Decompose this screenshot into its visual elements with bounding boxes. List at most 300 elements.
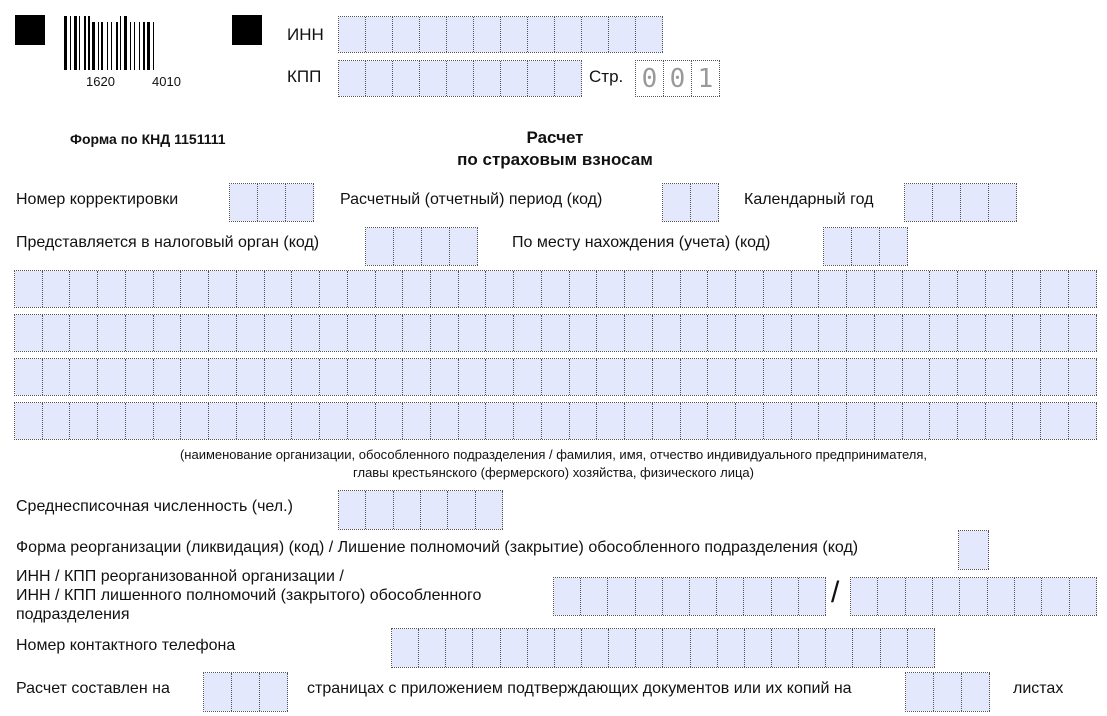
input-cell[interactable] [98,271,126,307]
input-cell[interactable] [181,271,209,307]
input-cell[interactable] [875,271,903,307]
input-cell[interactable] [764,315,792,351]
input-cell[interactable] [792,315,820,351]
input-cell[interactable] [209,403,237,439]
input-cell[interactable] [847,271,875,307]
input-cell[interactable] [181,403,209,439]
input-cell[interactable] [691,629,718,667]
input-cell[interactable] [265,315,293,351]
input-cell[interactable] [691,184,719,221]
input-cell[interactable] [154,403,182,439]
input-cell[interactable] [1013,271,1041,307]
input-cell[interactable] [320,271,348,307]
input-cell[interactable] [852,228,880,265]
input-cell[interactable] [1013,403,1041,439]
input-cell[interactable] [903,403,931,439]
input-cell[interactable] [393,61,420,96]
input-cell[interactable] [421,491,448,529]
input-cell[interactable] [528,17,555,52]
barcode-bar [130,22,131,70]
pages-field[interactable] [203,672,288,712]
input-cell[interactable] [792,359,820,395]
input-cell[interactable] [903,315,931,351]
input-cell[interactable] [663,184,691,221]
input-cell[interactable] [764,403,792,439]
input-cell[interactable] [486,359,514,395]
input-cell[interactable] [875,359,903,395]
inn-label: ИНН [287,25,324,44]
input-cell[interactable] [1013,315,1041,351]
correction-field[interactable] [229,183,314,222]
input-cell[interactable] [609,17,636,52]
input-cell[interactable] [320,403,348,439]
input-cell[interactable] [448,491,475,529]
input-cell[interactable] [366,491,393,529]
input-cell[interactable] [570,359,598,395]
input-cell[interactable] [232,673,260,711]
input-cell[interactable] [636,17,663,52]
org-name-row[interactable] [14,358,1097,396]
org-caption-line1: (наименование организации, обособленного подразделения / фамилия, имя, отчество индивидуального предпринимателя, [179,447,928,462]
input-cell[interactable] [653,315,681,351]
input-cell[interactable] [570,403,598,439]
barcode-bar [116,22,118,70]
reorg-label: Форма реорганизации (ликвидация) (код) / Лишение полномочий (закрытие) обособленного подразделения (код) [16,539,859,556]
form-title-line2: по страховым взносам [457,150,653,169]
input-cell[interactable] [847,359,875,395]
reorg-field[interactable] [958,530,989,570]
barcode [64,16,157,70]
form-knd: Форма по КНД 1151111 [70,131,226,147]
pages-mid-label: страницах с приложением подтверждающих документов или их копий на [307,680,852,697]
input-cell[interactable] [745,629,772,667]
input-cell[interactable] [1042,578,1069,615]
input-cell[interactable] [824,228,852,265]
input-cell[interactable] [237,271,265,307]
input-cell[interactable] [875,315,903,351]
input-cell[interactable] [744,578,771,615]
input-cell[interactable] [542,359,570,395]
input-cell[interactable] [681,271,709,307]
input-cell[interactable] [98,403,126,439]
input-cell[interactable] [570,271,598,307]
input-cell[interactable] [681,359,709,395]
input-cell[interactable] [905,184,933,221]
input-cell[interactable] [819,315,847,351]
input-cell[interactable] [237,359,265,395]
input-cell[interactable] [958,315,986,351]
input-cell[interactable] [320,315,348,351]
input-cell[interactable] [237,403,265,439]
input-cell[interactable] [473,629,500,667]
input-cell[interactable] [514,359,542,395]
input-cell[interactable] [459,315,487,351]
input-cell[interactable] [555,17,582,52]
input-cell[interactable] [960,578,987,615]
input-cell[interactable] [348,403,376,439]
input-cell[interactable] [875,403,903,439]
input-cell[interactable] [394,228,422,265]
input-cell[interactable] [903,271,931,307]
input-cell[interactable] [736,315,764,351]
input-cell[interactable] [930,271,958,307]
input-cell[interactable] [419,629,446,667]
input-cell[interactable] [799,629,826,667]
input-cell[interactable] [450,228,478,265]
input-cell[interactable] [501,629,528,667]
input-cell[interactable] [431,271,459,307]
input-cell[interactable] [43,315,71,351]
input-cell[interactable] [772,578,799,615]
input-cell[interactable] [717,578,744,615]
input-cell[interactable] [126,271,154,307]
input-cell[interactable] [1069,271,1097,307]
input-cell[interactable] [1069,359,1097,395]
input-cell[interactable] [625,403,653,439]
input-cell[interactable] [736,403,764,439]
input-cell[interactable] [286,184,314,221]
page-number-field[interactable] [635,60,720,97]
period-field[interactable] [662,183,719,222]
input-cell[interactable] [43,359,71,395]
input-cell[interactable] [708,271,736,307]
input-cell[interactable] [570,315,598,351]
input-cell[interactable] [708,359,736,395]
input-cell[interactable] [447,17,474,52]
input-cell[interactable] [1041,403,1069,439]
input-cell[interactable] [209,359,237,395]
input-cell[interactable] [403,359,431,395]
input-cell[interactable] [542,403,570,439]
input-cell[interactable] [653,271,681,307]
input-cell[interactable] [320,359,348,395]
input-cell[interactable] [1041,315,1069,351]
barcode-bar [101,22,103,70]
org-name-row[interactable] [14,270,1097,308]
input-cell[interactable] [392,629,419,667]
headcount-label: Среднесписочная численность (чел.) [16,498,293,515]
input-cell[interactable] [663,578,690,615]
input-cell[interactable] [474,61,501,96]
reorg-inn-field[interactable] [553,577,826,616]
input-cell[interactable] [933,184,961,221]
input-cell[interactable] [986,271,1014,307]
input-cell[interactable] [204,673,232,711]
input-cell[interactable] [126,403,154,439]
input-cell[interactable] [986,359,1014,395]
input-cell[interactable] [636,578,663,615]
input-cell[interactable] [181,315,209,351]
input-cell[interactable] [265,359,293,395]
input-cell[interactable] [209,271,237,307]
input-cell[interactable] [1069,315,1097,351]
input-cell[interactable] [663,629,690,667]
input-cell[interactable] [459,271,487,307]
input-cell[interactable] [366,228,394,265]
input-cell[interactable] [514,315,542,351]
input-cell[interactable] [736,271,764,307]
input-cell[interactable] [799,578,826,615]
input-cell[interactable] [847,315,875,351]
input-cell[interactable] [476,491,503,529]
input-cell[interactable] [582,629,609,667]
input-cell[interactable] [339,491,366,529]
input-cell[interactable] [908,629,935,667]
input-cell[interactable] [792,403,820,439]
input-cell[interactable] [772,629,799,667]
input-cell[interactable] [881,629,908,667]
input-cell[interactable] [988,578,1015,615]
input-cell[interactable] [393,17,420,52]
input-cell[interactable] [339,61,366,96]
reorg-kpp-field[interactable] [850,577,1097,616]
sheets-field[interactable] [905,672,990,712]
input-cell[interactable] [878,578,905,615]
input-cell[interactable] [1015,578,1042,615]
input-cell[interactable] [420,17,447,52]
barcode-bar [139,22,140,70]
barcode-bar [98,22,99,70]
input-cell[interactable] [906,673,934,711]
input-cell[interactable] [486,315,514,351]
input-cell[interactable] [15,359,43,395]
input-cell[interactable] [394,491,421,529]
input-cell[interactable] [376,315,404,351]
phone-field[interactable] [391,628,935,668]
input-cell[interactable] [348,315,376,351]
sheets-label: листах [1013,680,1064,697]
phone-label: Номер контактного телефона [16,637,236,654]
barcode-bar [107,22,108,70]
input-cell[interactable] [230,184,258,221]
input-cell[interactable] [819,271,847,307]
input-cell[interactable] [681,403,709,439]
input-cell[interactable] [70,403,98,439]
input-cell[interactable] [420,61,447,96]
corner-marker-right [232,15,262,45]
input-cell[interactable] [431,403,459,439]
kpp-label: КПП [287,67,322,86]
input-cell[interactable] [126,315,154,351]
input-cell[interactable] [181,359,209,395]
input-cell[interactable] [653,403,681,439]
input-cell[interactable] [376,359,404,395]
input-cell[interactable] [1013,359,1041,395]
input-cell[interactable] [501,61,528,96]
input-cell[interactable] [486,403,514,439]
input-cell[interactable] [260,673,288,711]
input-cell[interactable] [431,359,459,395]
input-cell[interactable] [528,629,555,667]
input-cell[interactable] [542,315,570,351]
input-cell[interactable] [474,17,501,52]
input-cell[interactable] [237,315,265,351]
input-cell[interactable] [555,61,582,96]
input-cell[interactable] [292,403,320,439]
barcode-bar [111,22,112,70]
input-cell[interactable] [514,403,542,439]
input-cell[interactable] [43,271,71,307]
form-title-line1: Расчет [526,128,584,147]
input-cell[interactable] [597,359,625,395]
input-cell[interactable] [958,403,986,439]
barcode-bar [143,22,145,70]
input-cell[interactable] [681,315,709,351]
input-cell[interactable] [459,403,487,439]
input-cell[interactable] [826,629,853,667]
input-cell[interactable] [422,228,450,265]
input-cell[interactable] [70,271,98,307]
input-cell[interactable] [366,61,393,96]
input-cell[interactable] [1041,271,1069,307]
input-cell[interactable] [930,359,958,395]
input-cell[interactable] [962,673,990,711]
input-cell[interactable] [528,61,555,96]
input-cell[interactable] [446,629,473,667]
input-cell[interactable] [986,315,1014,351]
corner-marker-left [15,15,45,45]
input-cell[interactable] [930,403,958,439]
input-cell[interactable] [43,403,71,439]
input-cell[interactable] [258,184,286,221]
barcode-number-right: 4010 [152,74,181,89]
input-cell[interactable] [154,359,182,395]
input-cell[interactable] [608,578,635,615]
input-cell[interactable] [625,271,653,307]
input-cell[interactable] [70,315,98,351]
input-cell[interactable] [154,271,182,307]
input-cell[interactable] [403,315,431,351]
input-cell[interactable] [708,403,736,439]
input-cell[interactable] [581,578,608,615]
barcode-bar [70,16,71,70]
input-cell[interactable] [98,315,126,351]
input-cell[interactable] [265,403,293,439]
input-cell[interactable] [819,359,847,395]
input-cell[interactable] [853,629,880,667]
input-cell[interactable] [625,359,653,395]
input-cell[interactable] [209,315,237,351]
input-cell[interactable] [690,578,717,615]
input-cell[interactable] [903,359,931,395]
input-cell[interactable] [447,61,474,96]
input-cell[interactable] [597,271,625,307]
input-cell[interactable] [376,271,404,307]
input-cell[interactable] [1041,359,1069,395]
input-cell[interactable] [1070,578,1097,615]
input-cell[interactable] [718,629,745,667]
input-cell[interactable] [597,315,625,351]
input-cell[interactable] [265,271,293,307]
input-cell[interactable] [339,17,366,52]
input-cell[interactable] [609,629,636,667]
barcode-number-left: 1620 [86,74,115,89]
input-cell[interactable] [459,359,487,395]
input-cell[interactable] [653,359,681,395]
input-cell[interactable] [501,17,528,52]
input-cell[interactable] [431,315,459,351]
input-cell[interactable] [403,271,431,307]
page-digit: 0 [664,61,692,96]
input-cell[interactable] [486,271,514,307]
input-cell[interactable] [154,315,182,351]
input-cell[interactable] [15,403,43,439]
input-cell[interactable] [98,359,126,395]
input-cell[interactable] [708,315,736,351]
input-cell[interactable] [15,271,43,307]
barcode-bar [134,22,135,70]
input-cell[interactable] [959,531,989,569]
input-cell[interactable] [403,403,431,439]
input-cell[interactable] [880,228,908,265]
input-cell[interactable] [597,403,625,439]
input-cell[interactable] [1069,403,1097,439]
tax-authority-field[interactable] [365,227,478,266]
input-cell[interactable] [736,359,764,395]
input-cell[interactable] [292,315,320,351]
tax-authority-label: Представляется в налоговый орган (код) [16,234,320,251]
barcode-bar [147,22,150,70]
input-cell[interactable] [934,673,962,711]
input-cell[interactable] [958,271,986,307]
input-cell[interactable] [376,403,404,439]
org-name-row[interactable] [14,314,1097,352]
input-cell[interactable] [514,271,542,307]
barcode-bar [74,16,77,70]
year-field[interactable] [904,183,1017,222]
input-cell[interactable] [961,184,989,221]
input-cell[interactable] [986,403,1014,439]
input-cell[interactable] [847,403,875,439]
input-cell[interactable] [15,315,43,351]
input-cell[interactable] [930,315,958,351]
input-cell[interactable] [989,184,1017,221]
input-cell[interactable] [70,359,98,395]
input-cell[interactable] [906,578,933,615]
input-cell[interactable] [542,271,570,307]
input-cell[interactable] [933,578,960,615]
org-caption-line2: главы крестьянского (фермерского) хозяйства, физического лица) [353,465,754,480]
input-cell[interactable] [625,315,653,351]
kpp-field[interactable] [338,60,582,97]
location-field[interactable] [823,227,908,266]
input-cell[interactable] [819,403,847,439]
input-cell[interactable] [764,359,792,395]
input-cell[interactable] [348,271,376,307]
pages-label: Расчет составлен на [16,680,170,697]
input-cell[interactable] [851,578,878,615]
input-cell[interactable] [292,271,320,307]
input-cell[interactable] [555,629,582,667]
barcode-bar [153,22,154,70]
barcode-bar [92,22,95,70]
input-cell[interactable] [764,271,792,307]
correction-label: Номер корректировки [16,191,179,208]
headcount-field[interactable] [338,490,503,530]
input-cell[interactable] [366,17,393,52]
barcode-bar [79,16,80,70]
input-cell[interactable] [636,629,663,667]
input-cell[interactable] [582,17,609,52]
input-cell[interactable] [958,359,986,395]
inn-field[interactable] [338,16,663,53]
input-cell[interactable] [126,359,154,395]
input-cell[interactable] [348,359,376,395]
org-name-row[interactable] [14,402,1097,440]
input-cell[interactable] [792,271,820,307]
input-cell[interactable] [292,359,320,395]
input-cell[interactable] [554,578,581,615]
